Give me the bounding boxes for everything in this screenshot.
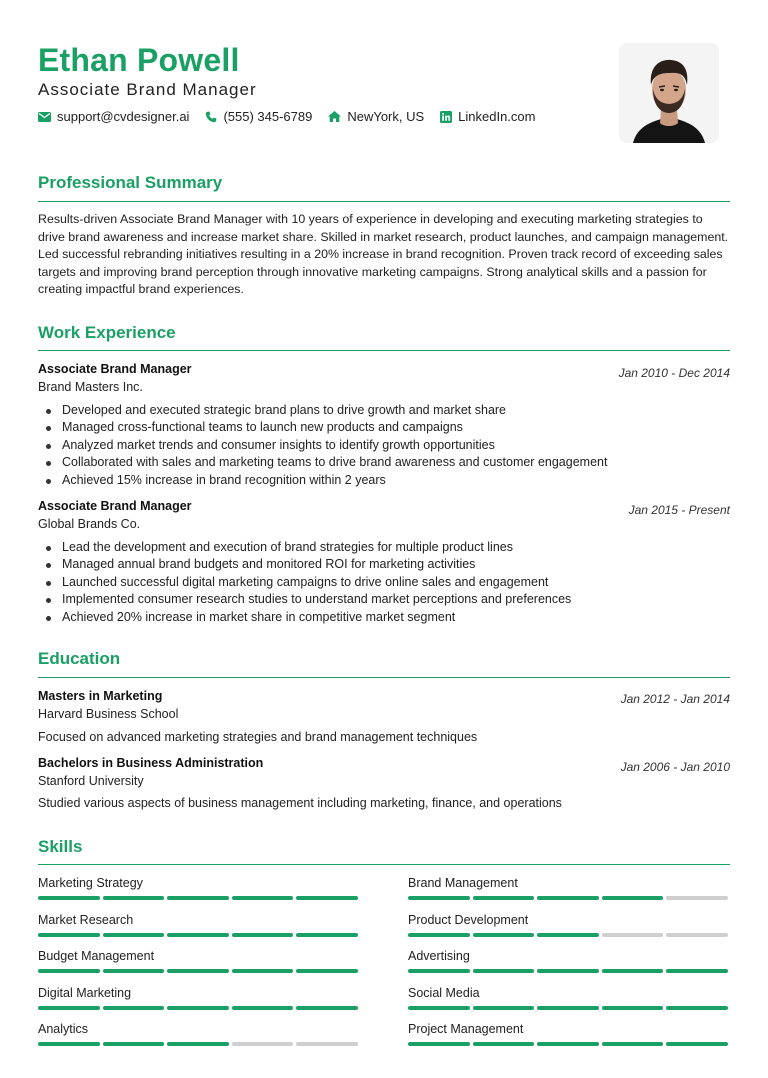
skill-level-segment (537, 1006, 599, 1010)
contact-linkedin-text: LinkedIn.com (458, 109, 536, 124)
skill-level-segment (602, 896, 664, 900)
skill-level-segment (167, 896, 229, 900)
list-item: Managed annual brand budgets and monitored ROI for marketing activities (62, 556, 722, 573)
skill-level-segment (232, 1042, 294, 1046)
skill-level-bar (408, 1042, 730, 1046)
linkedin-icon (440, 111, 452, 123)
list-item: Implemented consumer research studies to understand market perceptions and preferences (62, 591, 722, 608)
job-date: Jan 2015 - Present (628, 503, 730, 517)
phone-icon (205, 111, 217, 123)
skill-level-segment (602, 969, 664, 973)
degree-title: Masters in Marketing (38, 689, 163, 703)
skill-level-segment (232, 969, 294, 973)
skill-name: Analytics (38, 1022, 89, 1036)
skill-level-segment (666, 896, 728, 900)
skill-level-bar (38, 933, 360, 937)
profile-photo (619, 43, 719, 143)
skill-level-segment (103, 896, 165, 900)
education-date: Jan 2006 - Jan 2010 (620, 760, 730, 774)
skill-item (38, 913, 360, 937)
skill-level-segment (473, 1006, 535, 1010)
skill-level-bar (408, 896, 730, 900)
contact-email-text: support@cvdesigner.ai (57, 109, 190, 124)
skill-level-segment (38, 1042, 100, 1046)
skill-level-segment (296, 1006, 358, 1010)
skill-level-segment (602, 933, 664, 937)
job-company: Global Brands Co. (38, 517, 141, 531)
skill-level-segment (602, 1042, 664, 1046)
skill-level-segment (537, 896, 599, 900)
candidate-name: Ethan Powell (38, 42, 240, 78)
skill-item (38, 986, 360, 1010)
skill-level-segment (537, 969, 599, 973)
list-item: Achieved 20% increase in market share in competitive market segment (62, 609, 722, 626)
skill-item (408, 1022, 730, 1046)
skill-level-segment (666, 933, 728, 937)
school-name: Stanford University (38, 774, 144, 788)
job-date: Jan 2010 - Dec 2014 (618, 366, 730, 380)
skill-level-bar (408, 1006, 730, 1010)
skill-name: Marketing Strategy (38, 876, 143, 890)
skill-level-segment (167, 1006, 229, 1010)
skill-item (38, 949, 360, 973)
school-name: Harvard Business School (38, 707, 179, 721)
skill-level-segment (103, 1042, 165, 1046)
skill-level-segment (167, 969, 229, 973)
skill-level-segment (38, 1006, 100, 1010)
skill-level-bar (38, 1006, 360, 1010)
contact-email[interactable] (38, 109, 189, 124)
contact-bar (38, 109, 536, 124)
section-heading-summary: Professional Summary (38, 173, 223, 192)
skill-level-segment (473, 933, 535, 937)
skill-level-segment (103, 933, 165, 937)
contact-linkedin[interactable] (440, 109, 535, 124)
skill-level-segment (408, 969, 470, 973)
skill-level-segment (38, 969, 100, 973)
list-item: Developed and executed strategic brand plans to drive growth and market share (62, 402, 722, 419)
skill-level-segment (666, 969, 728, 973)
section-divider (38, 350, 730, 351)
skill-name: Brand Management (408, 876, 518, 890)
skill-item (38, 1022, 360, 1046)
skill-level-segment (167, 933, 229, 937)
skill-level-segment (408, 933, 470, 937)
skill-level-segment (408, 1042, 470, 1046)
skill-level-segment (666, 1042, 728, 1046)
skill-level-segment (296, 969, 358, 973)
skill-level-segment (602, 1006, 664, 1010)
skill-level-segment (103, 969, 165, 973)
section-divider (38, 201, 730, 202)
skill-item (408, 949, 730, 973)
list-item: Achieved 15% increase in brand recognition within 2 years (62, 472, 722, 489)
skill-level-segment (408, 896, 470, 900)
list-item: Collaborated with sales and marketing teams to drive brand awareness and customer engagement (62, 454, 722, 471)
skill-level-segment (167, 1042, 229, 1046)
skill-level-segment (232, 1006, 294, 1010)
job-bullet-list (62, 539, 722, 626)
skill-level-segment (38, 896, 100, 900)
contact-phone[interactable] (205, 109, 312, 124)
skill-level-segment (537, 933, 599, 937)
contact-location-text: NewYork, US (347, 109, 425, 124)
skill-level-segment (296, 896, 358, 900)
skill-level-segment (232, 933, 294, 937)
section-heading-education: Education (38, 649, 121, 668)
skill-level-segment (38, 933, 100, 937)
home-icon (328, 111, 341, 122)
skill-level-segment (296, 1042, 358, 1046)
skill-name: Budget Management (38, 949, 155, 963)
list-item: Launched successful digital marketing campaigns to drive online sales and engagement (62, 574, 722, 591)
skill-level-segment (408, 1006, 470, 1010)
skill-name: Social Media (408, 985, 480, 1000)
education-date: Jan 2012 - Jan 2014 (620, 692, 730, 706)
contact-location (328, 109, 424, 124)
candidate-title: Associate Brand Manager (38, 80, 257, 99)
list-item: Managed cross-functional teams to launch new products and campaigns (62, 419, 722, 436)
skill-level-segment (473, 969, 535, 973)
skill-item (408, 913, 730, 937)
skill-level-segment (103, 1006, 165, 1010)
skill-name: Digital Marketing (38, 985, 132, 1000)
job-title: Associate Brand Manager (38, 499, 192, 513)
education-description: Studied various aspects of business management including marketing, finance, and operations (38, 796, 562, 810)
skill-level-bar (38, 896, 360, 900)
education-description: Focused on advanced marketing strategies and brand management techniques (38, 730, 478, 744)
degree-title: Bachelors in Business Administration (38, 756, 264, 770)
section-divider (38, 864, 730, 865)
skill-item (408, 876, 730, 900)
skill-level-segment (666, 1006, 728, 1010)
skill-name: Project Management (408, 1022, 524, 1036)
skill-level-segment (537, 1042, 599, 1046)
section-heading-experience: Work Experience (38, 323, 176, 342)
skill-level-bar (38, 969, 360, 973)
skill-item (38, 876, 360, 900)
skill-item (408, 986, 730, 1010)
section-heading-skills: Skills (38, 837, 83, 856)
skill-name: Advertising (408, 949, 470, 963)
skill-level-bar (408, 933, 730, 937)
job-title: Associate Brand Manager (38, 362, 192, 376)
envelope-icon (38, 112, 51, 122)
skill-name: Market Research (38, 912, 134, 927)
job-bullet-list (62, 402, 722, 489)
skill-level-bar (38, 1042, 360, 1046)
section-divider (38, 677, 730, 678)
skill-level-bar (408, 969, 730, 973)
skill-level-segment (296, 933, 358, 937)
contact-phone-text: (555) 345-6789 (223, 109, 313, 124)
summary-text: Results-driven Associate Brand Manager with 10 years of experience in developing and executing marketing strategies to drive brand awareness and increase market share. Skilled in market research, product launches, and campaign management. Led successful rebranding initiatives resulting in a 20% increase in brand recognition. Proven track record of exceeding sales targets and improving brand perception through innovative marketing campaigns. Strong analytical skills and a passion for creating impactful brand experiences. (38, 212, 729, 297)
skill-level-segment (473, 896, 535, 900)
list-item: Analyzed market trends and consumer insights to identify growth opportunities (62, 437, 722, 454)
list-item: Lead the development and execution of brand strategies for multiple product lines (62, 539, 722, 556)
skill-level-segment (473, 1042, 535, 1046)
job-company: Brand Masters Inc. (38, 380, 143, 394)
skill-level-segment (232, 896, 294, 900)
skill-name: Product Development (408, 912, 529, 927)
